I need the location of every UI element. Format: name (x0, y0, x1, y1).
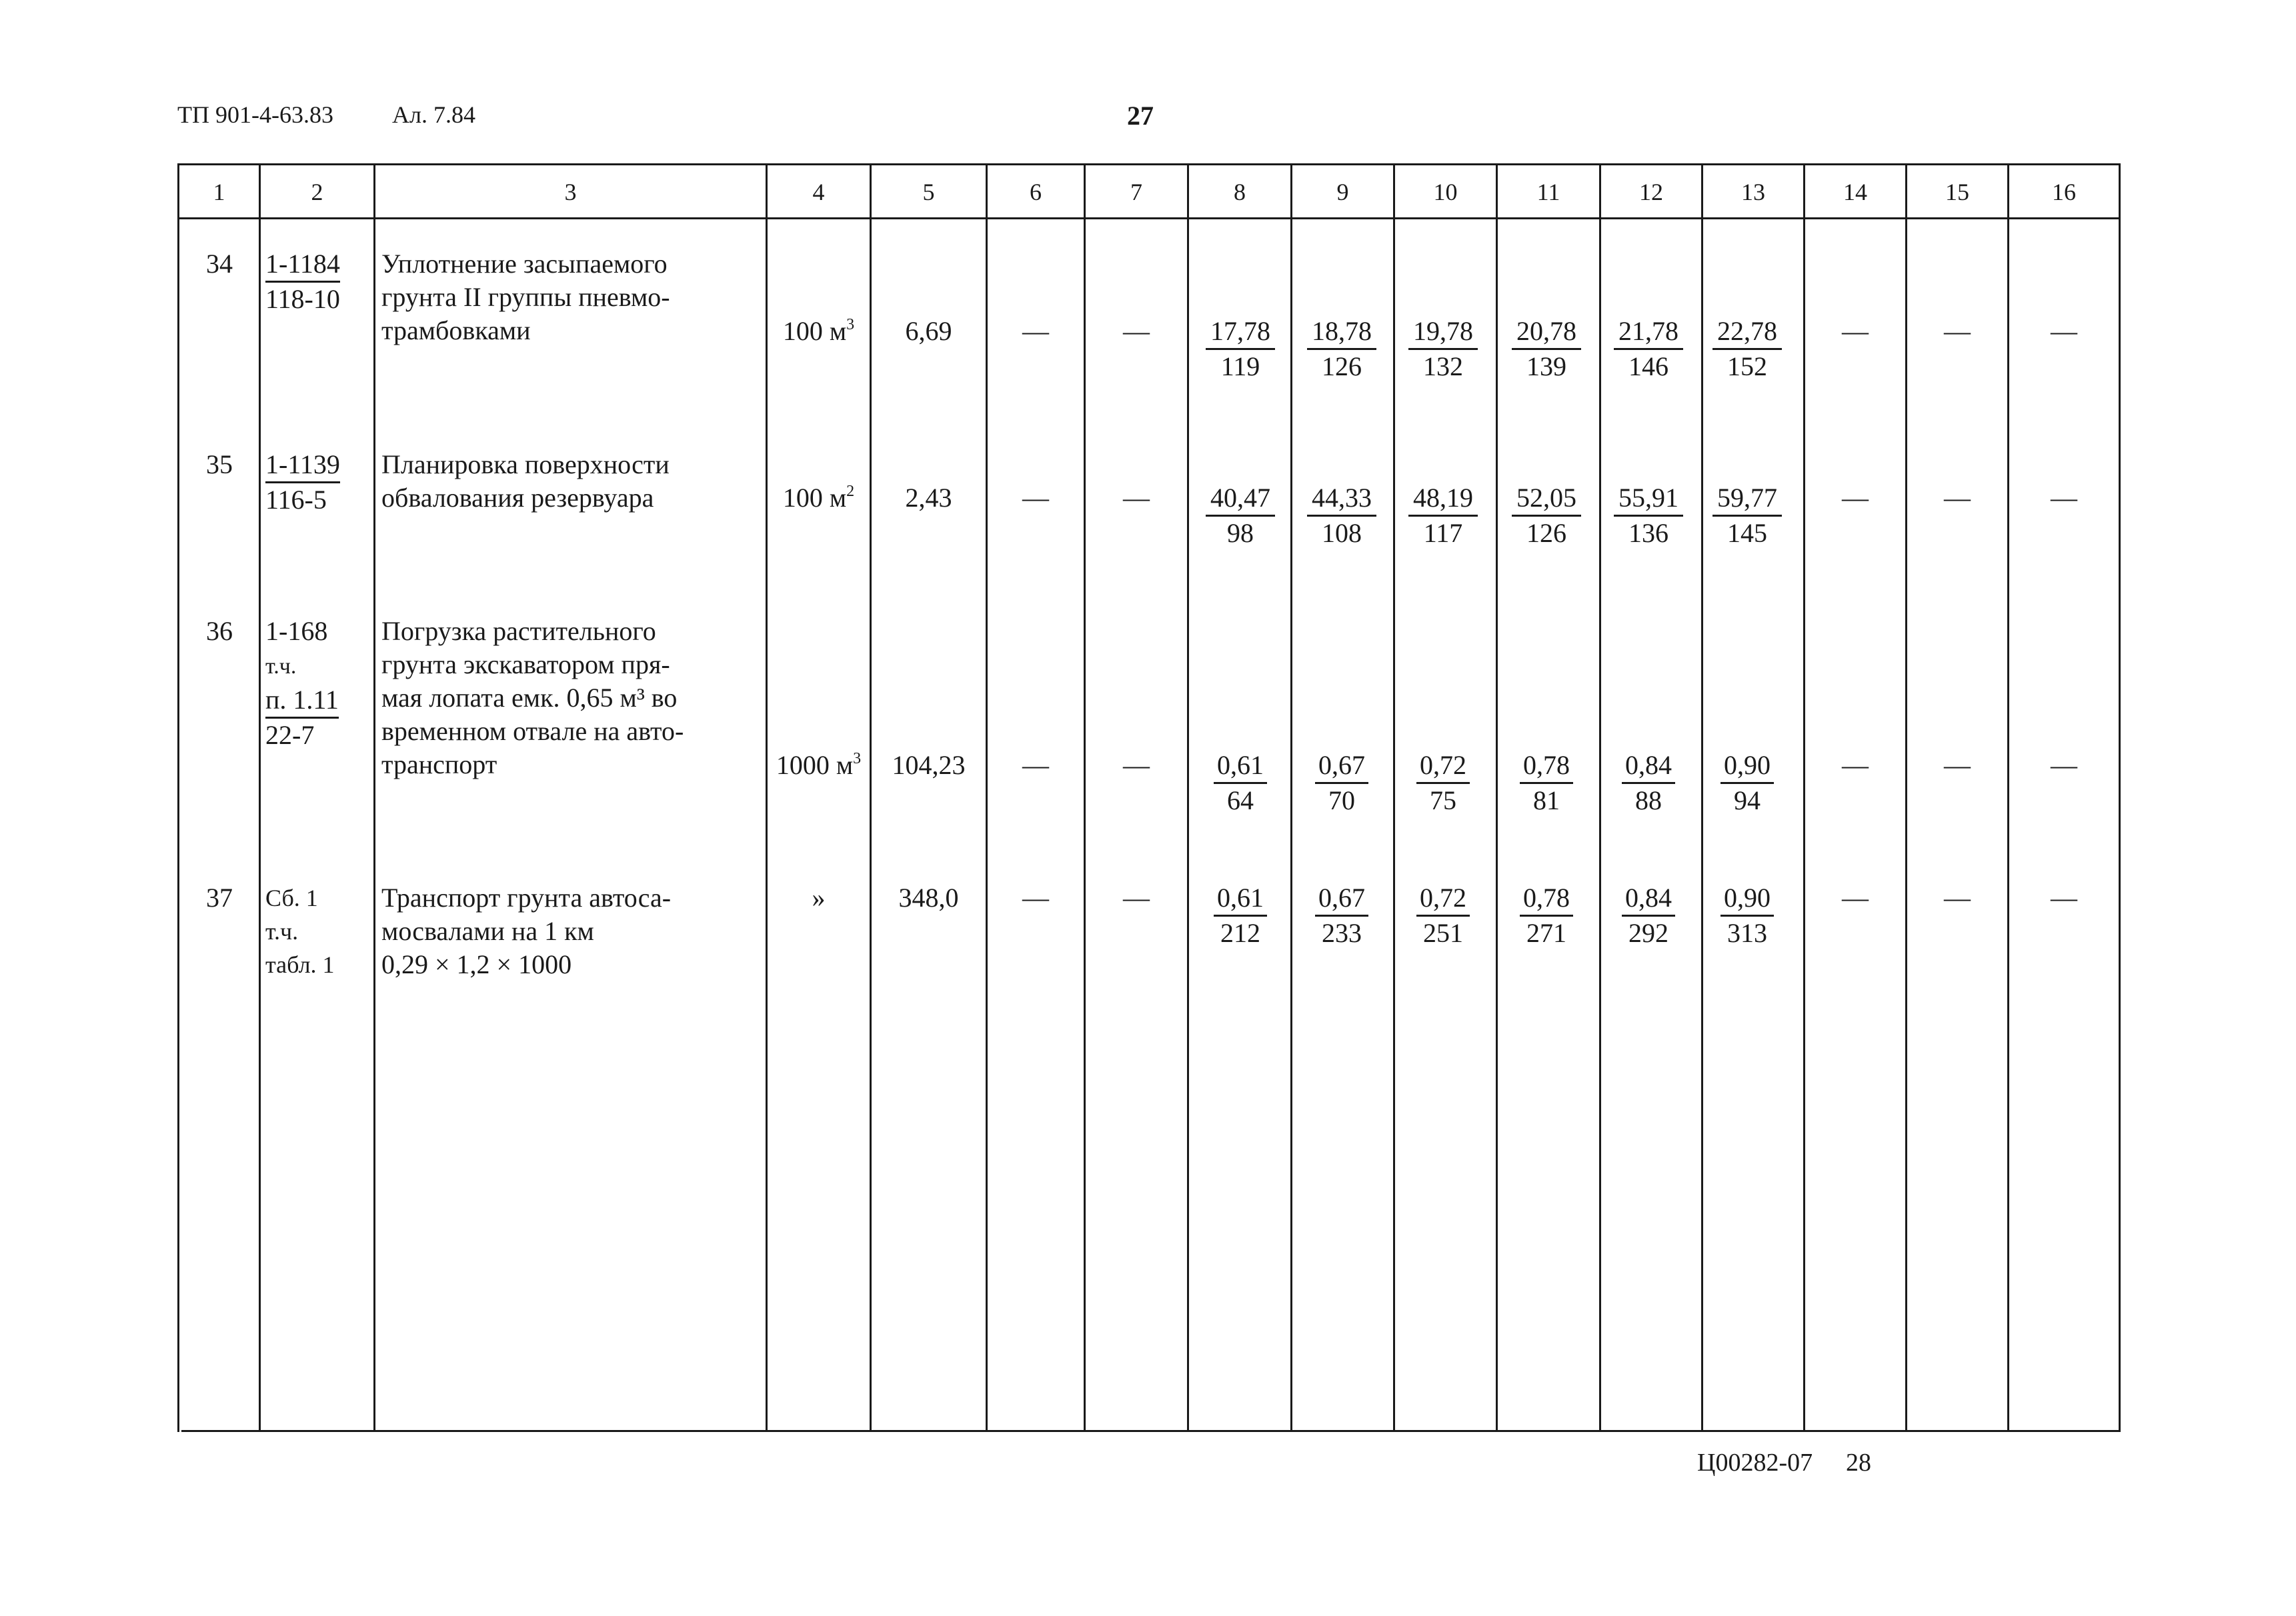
column-divider (1187, 163, 1189, 1432)
fraction-value: $\frac{0,72}{251}$ (1416, 881, 1470, 950)
unit: » (812, 883, 826, 913)
norm-code-line: т.ч. (265, 918, 299, 945)
work-description (381, 448, 670, 515)
quantity: 2,43 (905, 483, 952, 513)
cell-col-7: — (1123, 316, 1150, 346)
cell-col-14: — (1842, 883, 1869, 913)
description-line: Транспорт грунта автоса- (381, 883, 672, 913)
description-line: Погрузка растительного (381, 616, 656, 646)
norm-code-line: 116-5 (265, 485, 327, 515)
norm-code (265, 448, 340, 517)
norm-code-line: т.ч. (265, 654, 297, 679)
column-header: 12 (1639, 179, 1663, 205)
column-divider (986, 163, 988, 1432)
fraction-value: $\frac{40,47}{98}$ (1206, 481, 1275, 550)
cell-col-16: — (2051, 483, 2077, 513)
description-line: грунта экскаватором пря- (381, 649, 670, 679)
column-header: 15 (1945, 179, 1969, 205)
column-header: 5 (922, 179, 935, 205)
column-divider (2007, 163, 2009, 1432)
cell-col-15: — (1944, 883, 1971, 913)
column-header: 11 (1536, 179, 1560, 205)
fraction-value: $\frac{0,72}{75}$ (1416, 749, 1470, 817)
cell-col-6: — (1022, 483, 1049, 513)
column-divider (1290, 163, 1292, 1432)
fraction-value: $\frac{48,19}{117}$ (1408, 481, 1478, 550)
fraction-value: $\frac{0,67}{233}$ (1315, 881, 1368, 950)
quantity: 104,23 (892, 750, 966, 780)
page-number: 27 (1127, 101, 1154, 131)
footer-page-number: 28 (1846, 1449, 1871, 1477)
cell-col-6: — (1022, 883, 1049, 913)
column-divider (1803, 163, 1805, 1432)
fraction-value: $\frac{0,84}{88}$ (1622, 749, 1675, 817)
norm-code (265, 615, 339, 752)
row-number: 37 (206, 883, 233, 913)
column-divider (177, 163, 179, 1432)
column-divider (1905, 163, 1907, 1432)
column-divider (259, 163, 261, 1432)
fraction-value: $\frac{18,78}{126}$ (1307, 315, 1376, 383)
column-header: 4 (812, 179, 825, 205)
fraction-value: $\frac{20,78}{139}$ (1512, 315, 1581, 383)
cell-col-16: — (2051, 750, 2077, 780)
fraction-value: $\frac{17,78}{119}$ (1206, 315, 1275, 383)
fraction-value: $\frac{21,78}{146}$ (1614, 315, 1683, 383)
norm-code (265, 881, 335, 981)
fraction-value: $\frac{0,78}{81}$ (1520, 749, 1573, 817)
column-divider (373, 163, 375, 1432)
fraction-value: $\frac{0,84}{292}$ (1622, 881, 1675, 950)
cell-col-6: — (1022, 750, 1049, 780)
unit-exponent: 2 (846, 483, 855, 500)
header-row-border (177, 217, 2121, 219)
unit: 100 $м^3$ (782, 316, 855, 346)
fraction-value: $\frac{59,77}{145}$ (1712, 481, 1782, 550)
column-header: 1 (213, 179, 225, 205)
fraction-value: $\frac{44,33}{108}$ (1307, 481, 1376, 550)
column-divider (1084, 163, 1086, 1432)
column-header: 9 (1336, 179, 1349, 205)
column-header: 13 (1741, 179, 1765, 205)
cell-col-14: — (1842, 316, 1869, 346)
fraction-value: $\frac{19,78}{132}$ (1408, 315, 1478, 383)
fraction-value: $\frac{0,90}{94}$ (1720, 749, 1774, 817)
norm-code-top: 1-1139 (265, 448, 340, 483)
footer-code: Ц00282-07 (1697, 1449, 1813, 1477)
column-divider (1496, 163, 1498, 1432)
column-divider (1599, 163, 1601, 1432)
norm-code-line: Сб. 1 (265, 885, 318, 911)
column-header: 14 (1843, 179, 1867, 205)
cell-col-16: — (2051, 316, 2077, 346)
column-divider (870, 163, 872, 1432)
column-divider (766, 163, 768, 1432)
row-number: 36 (206, 616, 233, 646)
description-line: транспорт (381, 749, 497, 779)
description-line: трамбовками (381, 315, 531, 345)
quantity: 348,0 (898, 883, 959, 913)
norm-code (265, 247, 340, 316)
quantity: 6,69 (905, 316, 952, 346)
work-description (381, 881, 671, 981)
norm-code-line: 22-7 (265, 720, 315, 750)
table-top-border (177, 163, 2121, 165)
work-description (381, 247, 670, 347)
cell-col-7: — (1123, 750, 1150, 780)
document-code: ТП 901-4-63.83 (177, 101, 333, 128)
unit: 100 $м^2$ (782, 483, 855, 513)
column-divider (1701, 163, 1703, 1432)
norm-code-line: табл. 1 (265, 951, 335, 978)
fraction-value: $\frac{22,78}{152}$ (1712, 315, 1782, 383)
cell-col-15: — (1944, 483, 1971, 513)
fraction-value: $\frac{0,61}{64}$ (1214, 749, 1267, 817)
cell-col-14: — (1842, 483, 1869, 513)
norm-code-line: 1-168 (265, 616, 328, 646)
description-line: Планировка поверхности (381, 449, 670, 479)
norm-code-top: п. 1.11 (265, 683, 339, 719)
description-line: мая лопата емк. 0,65 м³ во (381, 683, 678, 713)
fraction-value: $\frac{55,91}{136}$ (1614, 481, 1683, 550)
column-header: 10 (1433, 179, 1458, 205)
description-line: 0,29 × 1,2 × 1000 (381, 949, 572, 979)
table-bottom-border (181, 1430, 2121, 1432)
cell-col-7: — (1123, 483, 1150, 513)
cell-col-16: — (2051, 883, 2077, 913)
description-line: грунта II группы пневмо- (381, 282, 670, 312)
column-divider (1393, 163, 1395, 1432)
norm-code-line: 118-10 (265, 284, 340, 314)
work-description (381, 615, 684, 781)
fraction-value: $\frac{52,05}{126}$ (1512, 481, 1581, 550)
unit-exponent: 3 (853, 750, 862, 767)
description-line: Уплотнение засыпаемого (381, 249, 668, 279)
fraction-value: $\frac{0,61}{212}$ (1214, 881, 1267, 950)
column-header: 16 (2052, 179, 2076, 205)
row-number: 35 (206, 449, 233, 479)
row-number: 34 (206, 249, 233, 279)
column-header: 2 (311, 179, 323, 205)
cell-col-15: — (1944, 316, 1971, 346)
fraction-value: $\frac{0,78}{271}$ (1520, 881, 1573, 950)
cell-col-15: — (1944, 750, 1971, 780)
description-line: обвалования резервуара (381, 483, 654, 513)
column-header: 6 (1030, 179, 1042, 205)
fraction-value: $\frac{0,67}{70}$ (1315, 749, 1368, 817)
unit: 1000 $м^3$ (776, 750, 862, 780)
column-divider (2119, 163, 2121, 1432)
unit-exponent: 3 (846, 316, 855, 333)
fraction-value: $\frac{0,90}{313}$ (1720, 881, 1774, 950)
cell-col-14: — (1842, 750, 1869, 780)
description-line: мосвалами на 1 км (381, 916, 594, 946)
column-header: 3 (564, 179, 577, 205)
album-number: Ал. 7.84 (392, 101, 475, 128)
column-header: 8 (1234, 179, 1246, 205)
cell-col-7: — (1123, 883, 1150, 913)
column-header: 7 (1130, 179, 1142, 205)
description-line: временном отвале на авто- (381, 716, 684, 746)
cell-col-6: — (1022, 316, 1049, 346)
norm-code-top: 1-1184 (265, 247, 340, 283)
